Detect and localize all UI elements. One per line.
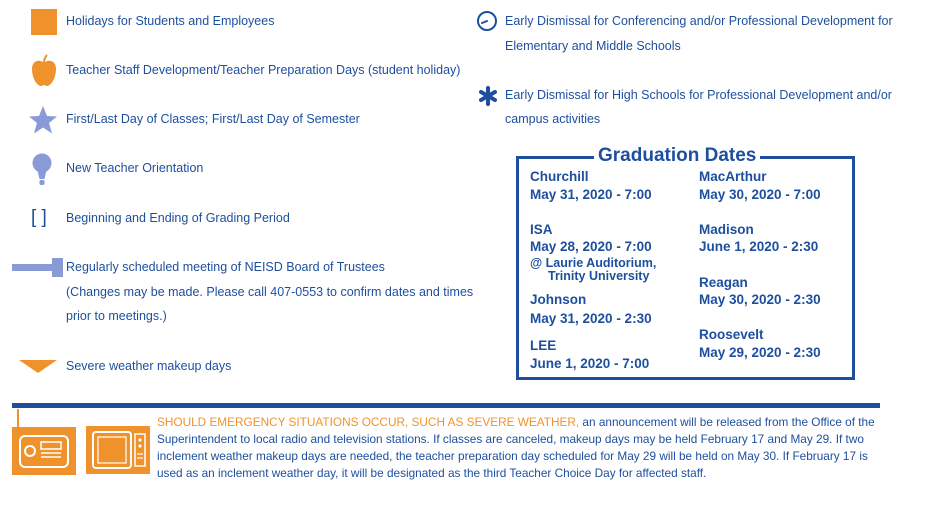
school-name: Roosevelt: [699, 327, 764, 342]
triangle-down-icon: [19, 360, 57, 374]
school-name: MacArthur: [699, 169, 767, 184]
apple-icon: [30, 54, 58, 88]
legend-early-elem-line2: Elementary and Middle Schools: [505, 39, 681, 53]
school-name: LEE: [530, 338, 557, 353]
graduation-venue: Trinity University: [548, 269, 650, 283]
legend-new-teacher: New Teacher Orientation: [66, 161, 204, 175]
legend-holidays: Holidays for Students and Employees: [66, 14, 275, 28]
graduation-date: June 1, 2020 - 7:00: [530, 356, 650, 371]
graduation-date: May 30, 2020 - 7:00: [699, 187, 821, 202]
graduation-date: May 31, 2020 - 2:30: [530, 311, 652, 326]
orange-square-icon: [31, 9, 57, 35]
tv-icon: [86, 426, 150, 474]
board-meeting-icon: [12, 258, 64, 278]
school-name: Madison: [699, 222, 754, 237]
legend-board-line2: (Changes may be made. Please call 407-0553 to confirm dates and times: [66, 285, 474, 299]
emergency-notice-body: an announcement will be released from the Office of the Superintendent to local radio and television stations. If classes are canceled, makeup days may be held February 17 and May 29. If two inclement weather makeup days are needed, the teacher preparation day scheduled for May 29 will be held on May 30. If February 17 is used as an inclement weather day, it will be designated as the third Teacher Choice Day for affected staff.: [157, 415, 875, 480]
legend-early-high-line2: campus activities: [505, 112, 601, 126]
emergency-warning: SHOULD EMERGENCY SITUATIONS OCCUR, SUCH AS SEVERE WEATHER,: [157, 415, 580, 429]
divider-bar: [12, 403, 880, 408]
graduation-venue: @ Laurie Auditorium,: [530, 256, 657, 270]
clock-icon: [476, 10, 498, 32]
graduation-date: May 30, 2020 - 2:30: [699, 292, 821, 307]
radio-icon: [12, 409, 76, 475]
bracket-icon: [ ]: [31, 207, 47, 228]
legend-first-last: First/Last Day of Classes; First/Last Day of Semester: [66, 112, 360, 126]
graduation-title: Graduation Dates: [594, 145, 760, 167]
asterisk-icon: [478, 86, 498, 106]
legend-severe: Severe weather makeup days: [66, 359, 232, 373]
legend-board-line3: prior to meetings.): [66, 309, 167, 323]
school-name: Johnson: [530, 292, 587, 307]
legend-grading: Beginning and Ending of Grading Period: [66, 211, 290, 225]
emergency-notice: [157, 414, 885, 482]
legend-early-elem-line1: Early Dismissal for Conferencing and/or Professional Development for: [505, 14, 893, 28]
school-name: Churchill: [530, 169, 589, 184]
legend-early-high-line1: Early Dismissal for High Schools for Professional Development and/or: [505, 88, 892, 102]
star-icon: [28, 105, 58, 135]
graduation-date: June 1, 2020 - 2:30: [699, 239, 819, 254]
graduation-date: May 29, 2020 - 2:30: [699, 345, 821, 360]
graduation-date: May 28, 2020 - 7:00: [530, 239, 652, 254]
school-name: Reagan: [699, 275, 748, 290]
lightbulb-icon: [31, 153, 53, 187]
legend-teacher-days: Teacher Staff Development/Teacher Preparation Days (student holiday): [66, 63, 461, 77]
school-name: ISA: [530, 222, 553, 237]
legend-board-line1: Regularly scheduled meeting of NEISD Board of Trustees: [66, 260, 385, 274]
graduation-date: May 31, 2020 - 7:00: [530, 187, 652, 202]
